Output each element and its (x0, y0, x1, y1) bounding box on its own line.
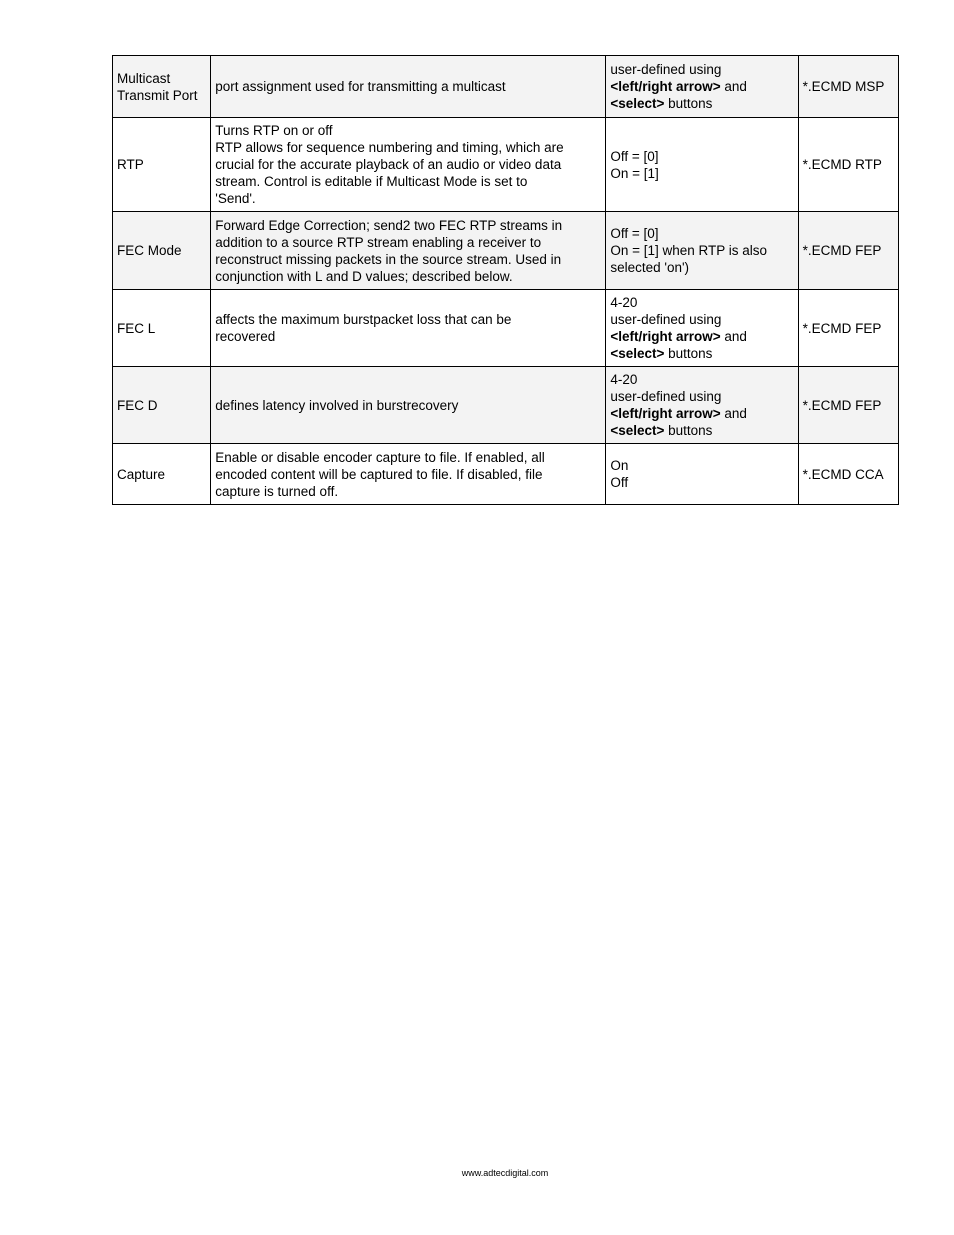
value-text: Off (610, 475, 629, 490)
value-button-name: <select> (610, 423, 665, 438)
settings-table (112, 55, 899, 505)
table-row (113, 290, 899, 367)
value-button-name: <left/right arrow> (610, 79, 721, 94)
command-cell (798, 118, 898, 212)
value-line (610, 345, 793, 362)
table-row (113, 212, 899, 290)
value-text: buttons (664, 96, 713, 111)
value-line (610, 474, 793, 491)
value-text: 4-20 (610, 372, 638, 387)
description-line: addition to a source RTP stream enabling a receiver to (215, 234, 542, 250)
value-text: and (720, 79, 747, 94)
value-text: 4-20 (610, 295, 638, 310)
parameter-name: RTP (117, 157, 144, 172)
description-line: reconstruct missing packets in the source stream. Used in (215, 251, 562, 267)
table-row (113, 118, 899, 212)
parameter-name: FEC D (117, 397, 158, 413)
footer-url: www.adtecdigital.com (461, 1168, 549, 1178)
parameter-name: FEC Mode (117, 243, 182, 258)
value-cell (606, 118, 798, 212)
description-line: RTP allows for sequence numbering and timing, which are (215, 140, 564, 155)
value-line (610, 457, 793, 474)
value-line (610, 422, 793, 439)
value-line (610, 225, 793, 242)
value-button-name: <select> (610, 346, 665, 361)
parameter-cell (113, 444, 211, 505)
command-text: *.ECMD RTP (802, 157, 882, 172)
value-line (610, 328, 793, 345)
value-line (610, 388, 793, 405)
command-cell (798, 212, 898, 290)
value-line (610, 165, 793, 182)
value-text: user-defined using (610, 312, 722, 327)
command-text: *.ECMD MSP (802, 79, 885, 94)
value-text: Off = [0] (610, 148, 659, 164)
parameter-cell (113, 212, 211, 290)
description-line: port assignment used for transmitting a multicast (215, 79, 506, 94)
value-text: selected 'on') (610, 260, 690, 275)
description-line: capture is turned off. (215, 483, 339, 499)
command-cell (798, 56, 898, 118)
value-text: Off = [0] (610, 226, 659, 241)
command-cell (798, 290, 898, 367)
parameter-cell (113, 56, 211, 118)
value-text: On (610, 458, 629, 473)
description-cell (211, 290, 606, 367)
description-line: encoded content will be captured to file. If disabled, file (215, 466, 543, 482)
value-line (610, 259, 793, 276)
value-text: user-defined using (610, 62, 722, 77)
parameter-name: Multicast (117, 70, 171, 86)
value-button-name: <left/right arrow> (610, 406, 721, 421)
command-text: *.ECMD FEP (802, 397, 882, 413)
value-line (610, 294, 793, 311)
value-cell (606, 56, 798, 118)
parameter-name: Capture (117, 466, 166, 482)
description-cell (211, 118, 606, 212)
parameter-cell (113, 290, 211, 367)
parameter-cell (113, 367, 211, 444)
parameter-name: FEC L (117, 320, 156, 336)
description-line: defines latency involved in burstrecovery (215, 397, 459, 413)
value-line (610, 78, 793, 95)
value-line (610, 148, 793, 165)
value-line (610, 311, 793, 328)
value-text: On = [1] when RTP is also (610, 243, 768, 258)
command-text: *.ECMD FEP (802, 243, 882, 258)
value-cell (606, 367, 798, 444)
description-line: Turns RTP on or off (215, 123, 333, 138)
value-button-name: <select> (610, 96, 665, 111)
description-line: Forward Edge Correction; send2 two FEC RTP streams in (215, 217, 563, 233)
command-text: *.ECMD FEP (802, 320, 882, 336)
description-line: stream. Control is editable if Multicast Mode is set to (215, 174, 528, 189)
command-text: *.ECMD CCA (802, 466, 884, 482)
parameter-cell (113, 118, 211, 212)
description-cell (211, 444, 606, 505)
table-row (113, 367, 899, 444)
value-line (610, 95, 793, 112)
value-text: On = [1] (610, 165, 659, 181)
description-line: crucial for the accurate playback of an audio or video data (215, 157, 562, 172)
description-cell (211, 367, 606, 444)
value-line (610, 61, 793, 78)
value-text: buttons (664, 346, 713, 361)
value-line (610, 371, 793, 388)
value-text: buttons (664, 423, 713, 438)
value-text: user-defined using (610, 389, 722, 404)
value-cell (606, 290, 798, 367)
description-line: recovered (215, 329, 276, 344)
value-cell (606, 212, 798, 290)
command-cell (798, 444, 898, 505)
settings-table-body (113, 56, 899, 505)
parameter-name: Transmit Port (117, 87, 198, 103)
table-row (113, 444, 899, 505)
value-text: and (720, 406, 747, 421)
value-button-name: <left/right arrow> (610, 329, 721, 344)
value-cell (606, 444, 798, 505)
value-line (610, 405, 793, 422)
description-line: Enable or disable encoder capture to file. If enabled, all (215, 449, 545, 465)
description-cell (211, 56, 606, 118)
description-line: conjunction with L and D values; described below. (215, 268, 513, 284)
command-cell (798, 367, 898, 444)
description-line: affects the maximum burstpacket loss that can be (215, 312, 512, 327)
table-row (113, 56, 899, 118)
description-line: 'Send'. (215, 191, 256, 206)
description-cell (211, 212, 606, 290)
value-text: and (720, 329, 747, 344)
value-line (610, 242, 793, 259)
